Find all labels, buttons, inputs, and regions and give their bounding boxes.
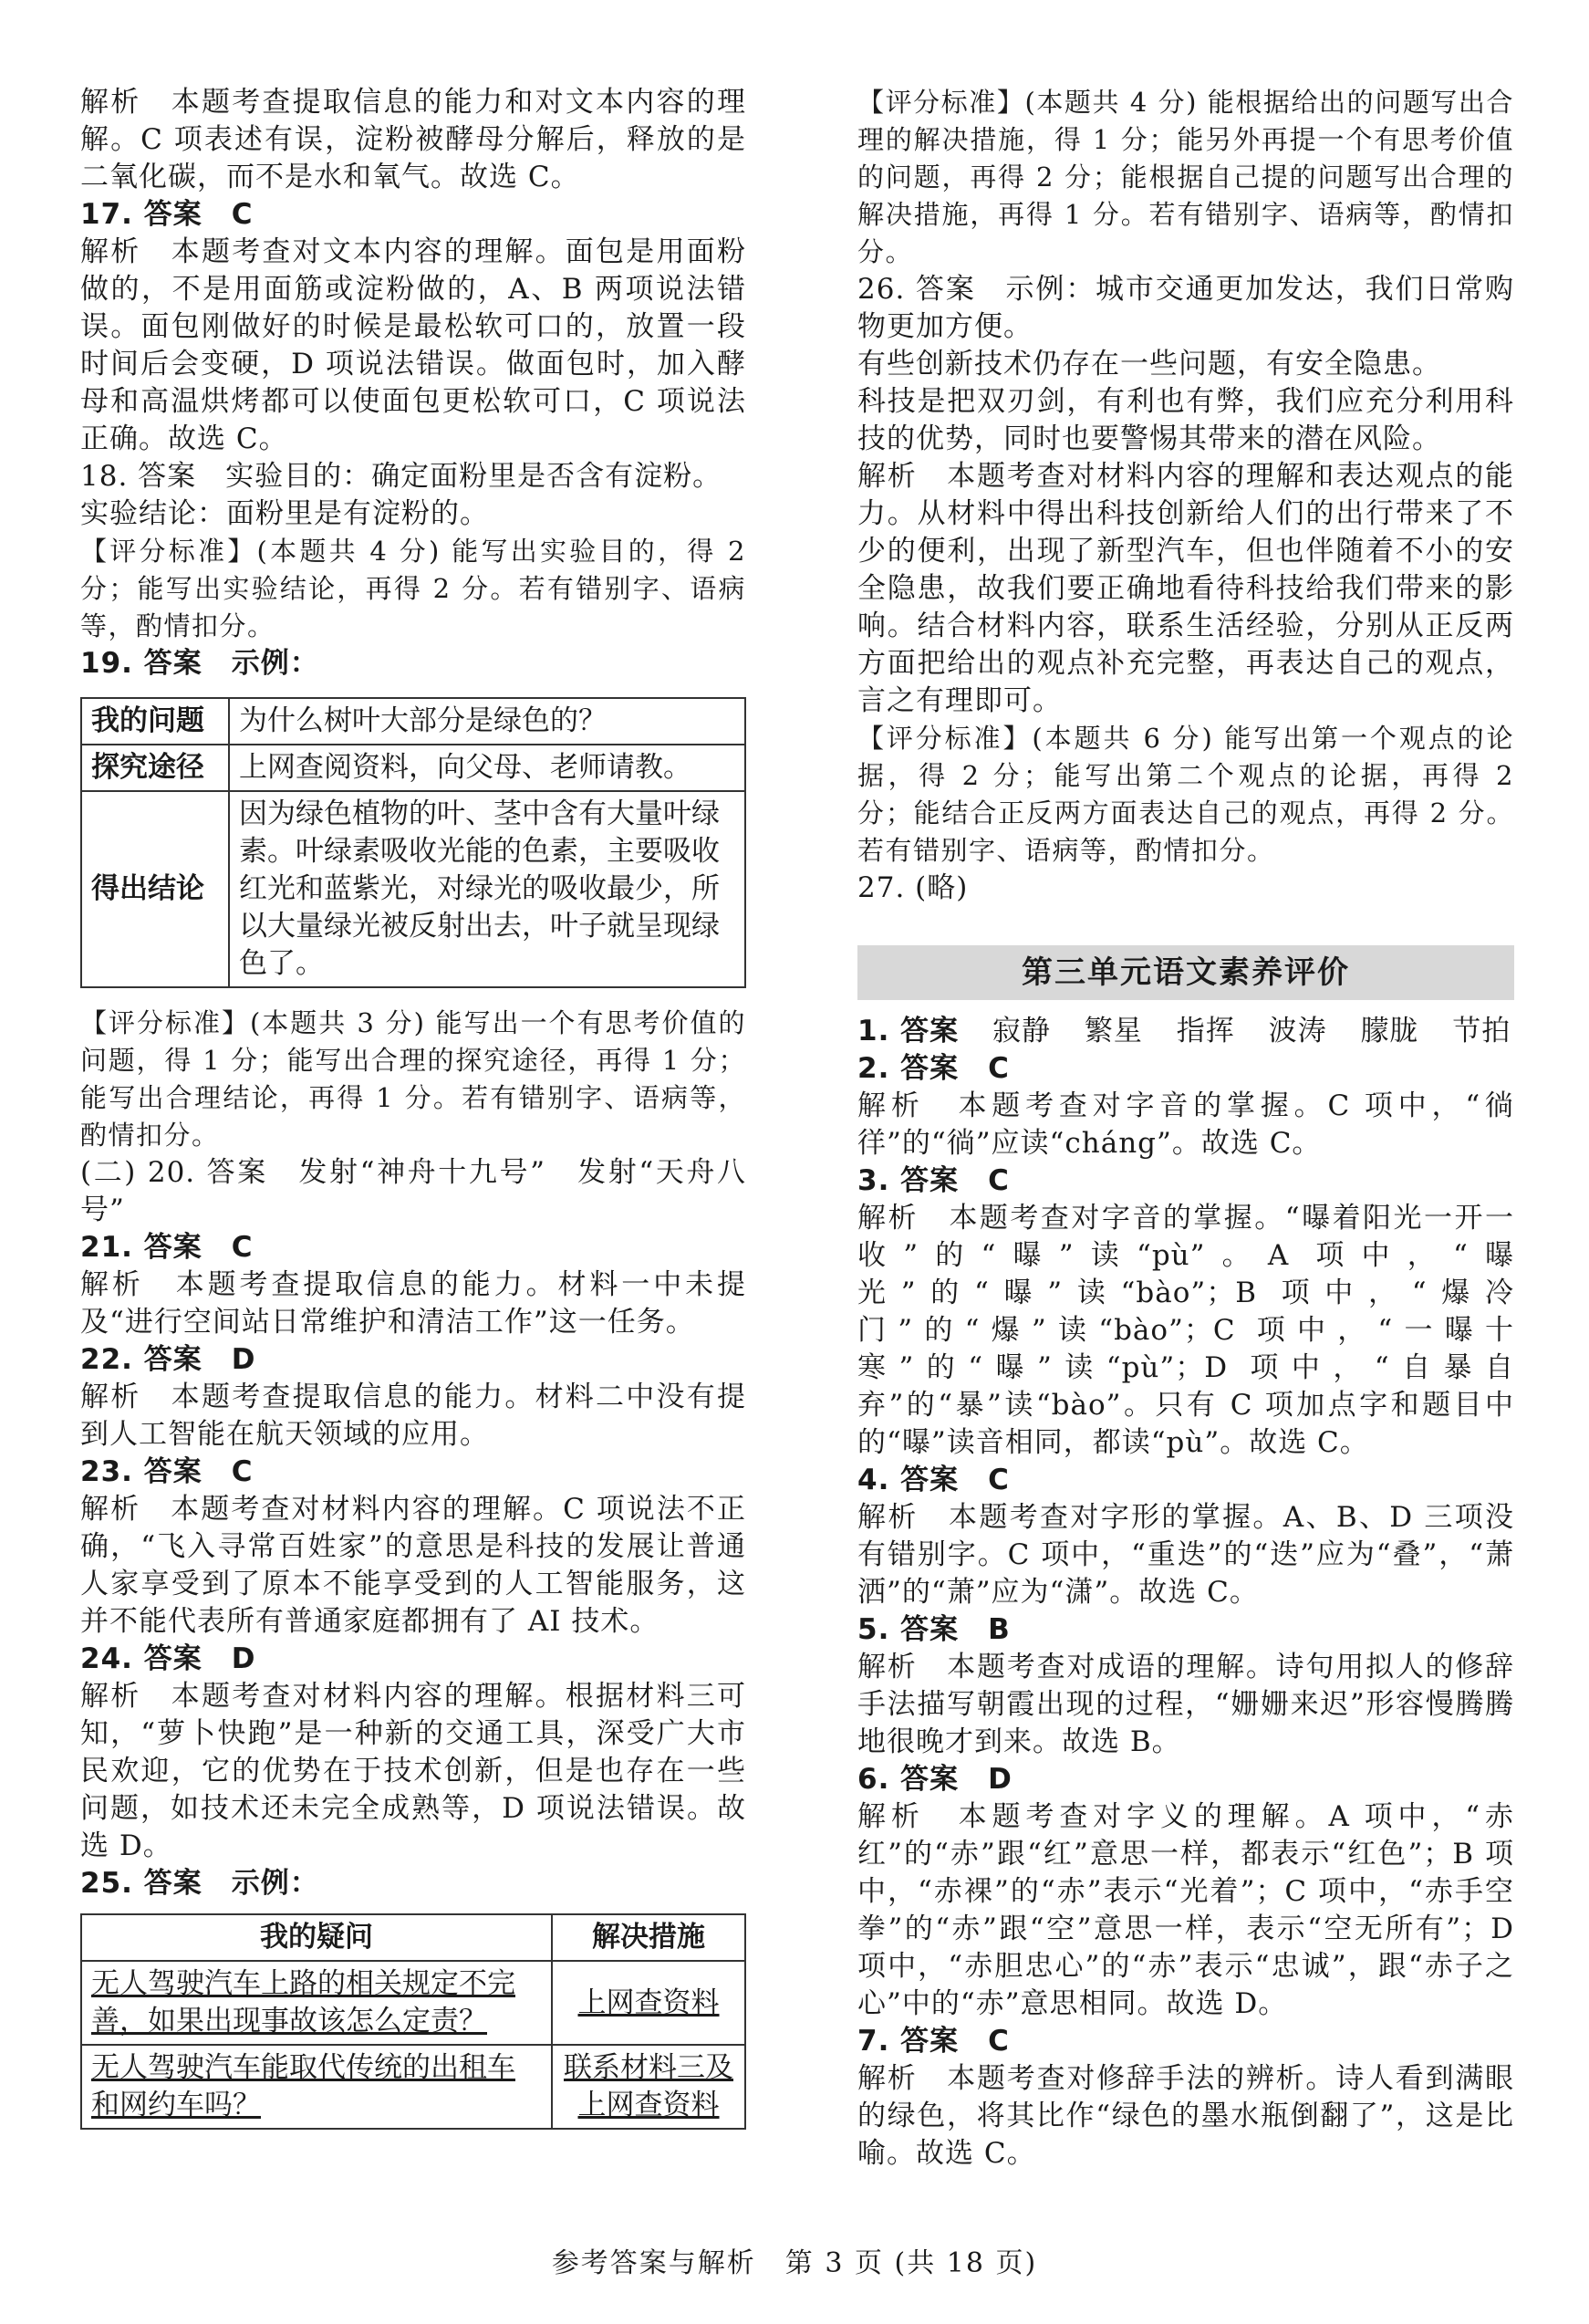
- answer-5: 5. 答案 B: [857, 1613, 1011, 1646]
- answer-25: 25. 答案 示例：: [80, 1867, 319, 1900]
- analysis-21: 解析 本题考查提取信息的能力。材料一中未提及“进行空间站日常维护和清洁工作”这一任务。: [80, 1268, 746, 1339]
- question-table: [80, 1913, 746, 2130]
- answer-21: 21. 答案 C: [80, 1231, 254, 1264]
- answer-7: 7. 答案 C: [857, 2025, 1010, 2058]
- answer-27: 27. (略): [857, 871, 969, 904]
- analysis-17: 解析 本题考查对文本内容的理解。面包是用面粉做的，不是用面筋或淀粉做的，A、B 两项说法错误。面包刚做好的时候是最松软可口的，放置一段时间后会变硬，D 项说法错误。做面包时，加入酵母和高温烘烤都可以使面包更松软可口，C 项说法正确。故选 C。: [80, 235, 746, 455]
- table-row: [81, 791, 745, 987]
- word: 节拍: [1452, 1015, 1511, 1047]
- table-header-cell: 我的问题: [81, 698, 229, 745]
- table-cell: 因为绿色植物的叶、茎中含有大量叶绿素。叶绿素吸收光能的色素，主要吸收红光和蓝紫光，对绿光的吸收最少，所以大量绿光被反射出去，叶子就呈现绿色了。: [229, 791, 745, 987]
- table-header-cell: 得出结论: [81, 791, 229, 987]
- experiment-conclusion: 实验结论：面粉里是有淀粉的。: [80, 497, 489, 530]
- section-banner: 第三单元语文素养评价: [857, 945, 1514, 1000]
- answer-20: (二) 20. 答案 发射“神舟十九号” 发射“天舟八号”: [80, 1156, 746, 1226]
- analysis-6: 解析 本题考查对字义的理解。A 项中，“赤红”的“赤”跟“红”意思一样，都表示“红色”；B 项中，“赤裸”的“赤”表示“光着”；C 项中，“赤手空拳”的“赤”跟“空”意思一样，表示“空无所有”；D 项中，“赤胆忠心”的“赤”表示“忠诚”，跟“赤子之心”中的“赤”意思相同。故选 D。: [857, 1800, 1514, 2020]
- answer-24: 24. 答案 D: [80, 1642, 256, 1675]
- table-header-cell: 解决措施: [552, 1914, 745, 1961]
- word: 朦胧: [1360, 1015, 1419, 1047]
- page-footer: 参考答案与解析 第 3 页 (共 18 页): [551, 2247, 1038, 2279]
- analysis-4: 解析 本题考查对字形的掌握。A、B、D 三项没有错别字。C 项中，“重迭”的“迭”应为“叠”，“萧洒”的“萧”应为“潇”。故选 C。: [857, 1501, 1514, 1609]
- answer-26: 26. 答案 示例：城市交通更加发达，我们日常购物更加方便。: [857, 273, 1514, 343]
- analysis-22: 解析 本题考查提取信息的能力。材料二中没有提到人工智能在航天领域的应用。: [80, 1381, 746, 1451]
- table-row: [81, 698, 745, 745]
- analysis-3: 解析 本题考查对字音的掌握。“曝着阳光一开一收”的“曝”读“pù”。A 项中，“曝光”的“曝”读“bào”；B 项中，“爆冷门”的“爆”读“bào”；C 项中，“一曝十寒”的“曝”读“pù”；D 项中，“自暴自弃”的“暴”读“bào”。只有 C 项加点字和题目中的“曝”读音相同，都读“pù”。故选 C。: [857, 1202, 1514, 1459]
- answer-3: 3. 答案 C: [857, 1164, 1010, 1197]
- answer-26-point-3: 科技是把双刃剑，有利也有弊，我们应充分利用科技的优势，同时也要警惕其带来的潜在风险。: [857, 385, 1514, 455]
- answer-2: 2. 答案 C: [857, 1052, 1010, 1085]
- analysis-16: 解析 本题考查提取信息的能力和对文本内容的理解。C 项表述有误，淀粉被酵母分解后，释放的是二氧化碳，而不是水和氧气。故选 C。: [80, 86, 746, 193]
- table-header-cell: 探究途径: [81, 745, 229, 791]
- answer-17: 17. 答案 C: [80, 198, 254, 231]
- answer-1: [857, 1013, 1514, 1050]
- table-row: [81, 1961, 745, 2045]
- analysis-24: 解析 本题考查对材料内容的理解。根据材料三可知，“萝卜快跑”是一种新的交通工具，深受广大市民欢迎，它的优势在于技术创新，但是也存在一些问题，如技术还未完全成熟等，D 项说法错误。故选 D。: [80, 1680, 746, 1862]
- scoring-standard-19: 【评分标准】(本题共 3 分) 能写出一个有思考价值的问题，得 1 分；能写出合理的探究途径，再得 1 分；能写出合理结论，再得 1 分。若有错别字、语病等，酌情扣分。: [80, 1007, 746, 1151]
- inquiry-table: [80, 697, 746, 988]
- answer-18: 18. 答案 实验目的：确定面粉里是否含有淀粉。: [80, 460, 722, 493]
- answer-19: 19. 答案 示例：: [80, 647, 319, 680]
- word: 波涛: [1268, 1015, 1327, 1047]
- table-cell: 联系材料三及上网查资料: [552, 2045, 745, 2129]
- analysis-23: 解析 本题考查对材料内容的理解。C 项说法不正确，“飞入寻常百姓家”的意思是科技的发展让普通人家享受到了原本不能享受到的人工智能服务，这并不能代表所有普通家庭都拥有了 AI 技术。: [80, 1493, 746, 1638]
- word: 指挥: [1176, 1015, 1235, 1047]
- answer-22: 22. 答案 D: [80, 1343, 256, 1376]
- table-cell: 上网查资料: [552, 1961, 745, 2045]
- table-cell: 无人驾驶汽车能取代传统的出租车和网约车吗？: [81, 2045, 552, 2129]
- table-cell: 为什么树叶大部分是绿色的？: [229, 698, 745, 745]
- word: 繁星: [1084, 1015, 1143, 1047]
- scoring-standard-26: 【评分标准】(本题共 6 分) 能写出第一个观点的论据，得 2 分；能写出第二个观点的论据，再得 2 分；能结合正反两方面表达自己的观点，再得 2 分。若有错别字、语病等，酌情扣分。: [857, 723, 1514, 866]
- scoring-standard-18: 【评分标准】(本题共 4 分) 能写出实验目的，得 2 分；能写出实验结论，再得 2 分。若有错别字、语病等，酌情扣分。: [80, 536, 746, 641]
- answer-23: 23. 答案 C: [80, 1455, 254, 1488]
- analysis-2: 解析 本题考查对字音的掌握。C 项中，“徜徉”的“徜”应读“cháng”。故选 C。: [857, 1089, 1514, 1160]
- table-row: [81, 2045, 745, 2129]
- answer-4: 4. 答案 C: [857, 1464, 1010, 1496]
- analysis-26: 解析 本题考查对材料内容的理解和表达观点的能力。从材料中得出科技创新给人们的出行带来了不少的便利，出现了新型汽车，但也伴随着不小的安全隐患，故我们要正确地看待科技给我们带来的影响。结合材料内容，联系生活经验，分别从正反两方面把给出的观点补充完整，再表达自己的观点，言之有理即可。: [857, 460, 1514, 717]
- right-column: [857, 84, 1514, 2173]
- analysis-7: 解析 本题考查对修辞手法的辨析。诗人看到满眼的绿色，将其比作“绿色的墨水瓶倒翻了”，这是比喻。故选 C。: [857, 2062, 1514, 2170]
- table-cell: 无人驾驶汽车上路的相关规定不完善，如果出现事故该怎么定责？: [81, 1961, 552, 2045]
- table-row: [81, 745, 745, 791]
- scoring-standard-25: 【评分标准】(本题共 4 分) 能根据给出的问题写出合理的解决措施，得 1 分；能另外再提一个有思考价值的问题，再得 2 分；能根据自己提的问题写出合理的解决措施，再得 1 分。若有错别字、语病等，酌情扣分。: [857, 87, 1514, 267]
- answer-label: 1. 答案: [857, 1015, 960, 1047]
- table-cell: 上网查阅资料，向父母、老师请教。: [229, 745, 745, 791]
- answer-6: 6. 答案 D: [857, 1763, 1013, 1796]
- word: 寂静: [992, 1015, 1051, 1047]
- left-column: [80, 84, 746, 2130]
- answer-26-point-2: 有些创新技术仍存在一些问题，有安全隐患。: [857, 348, 1441, 380]
- analysis-5: 解析 本题考查对成语的理解。诗句用拟人的修辞手法描写朝霞出现的过程，“姗姗来迟”形容慢腾腾地很晚才到来。故选 B。: [857, 1651, 1514, 1758]
- table-header-cell: 我的疑问: [81, 1914, 552, 1961]
- table-header-row: [81, 1914, 745, 1961]
